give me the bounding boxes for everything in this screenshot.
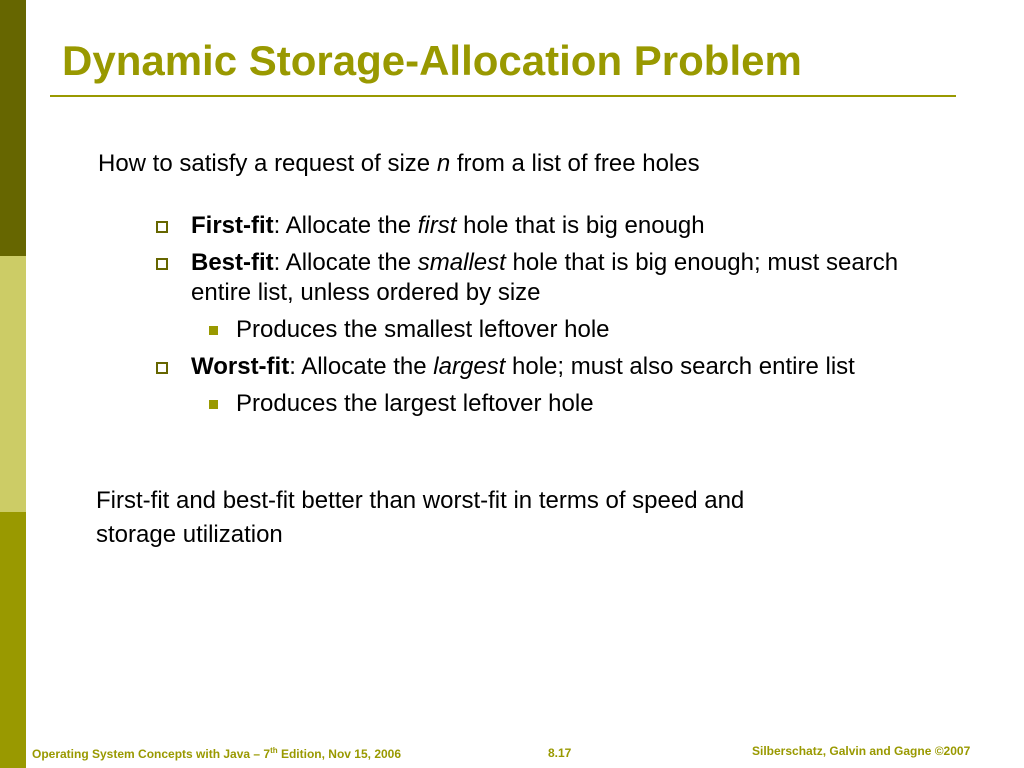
conclusion-text: First-fit and best-fit better than worst-fit in terms of speed and storage utilization <box>96 487 745 548</box>
title-underline <box>50 95 956 97</box>
bullet-sep: : Allocate the <box>273 249 418 276</box>
left-strip-olive <box>0 512 26 768</box>
hollow-square-bullet-icon <box>156 221 168 233</box>
sub-bullet-text: Produces the largest leftover hole <box>236 390 594 417</box>
left-strip-light <box>0 256 26 512</box>
bullet-emphasis: first <box>417 212 457 239</box>
bullet-term: First-fit <box>191 212 274 239</box>
bullet-sep: : Allocate the <box>289 353 434 380</box>
bullet-first-fit <box>148 211 908 241</box>
intro-after: from a list of free holes <box>450 150 700 177</box>
hollow-square-bullet-icon <box>156 362 168 374</box>
bullet-emphasis: largest <box>433 353 506 380</box>
sub-bullet-worst-fit <box>148 389 908 419</box>
bullet-term: Worst-fit <box>191 353 290 380</box>
sub-bullet-text: Produces the smallest leftover hole <box>236 316 610 343</box>
intro-text <box>98 148 700 179</box>
footer-book-title <box>32 746 401 761</box>
left-strip-dark <box>0 0 26 256</box>
bullet-sep: : Allocate the <box>273 212 418 239</box>
bullet-best-fit <box>148 248 908 308</box>
footer-left-before: Operating System Concepts with Java – 7 <box>32 747 271 761</box>
footer-copyright: Silberschatz, Galvin and Gagne ©2007 <box>752 744 971 758</box>
sub-bullet-best-fit <box>148 315 908 345</box>
footer-left-sup: th <box>270 746 278 755</box>
hollow-square-bullet-icon <box>156 258 168 270</box>
fit-strategies-list <box>148 211 908 426</box>
bullet-rest: hole that is big enough <box>456 212 705 239</box>
bullet-rest: hole; must also search entire list <box>505 353 855 380</box>
slide-title: Dynamic Storage-Allocation Problem <box>62 37 802 84</box>
bullet-term: Best-fit <box>191 249 274 276</box>
intro-variable: n <box>436 150 451 177</box>
filled-square-bullet-icon <box>209 326 218 335</box>
footer-slide-number: 8.17 <box>548 746 572 760</box>
intro-before: How to satisfy a request of size <box>98 150 437 177</box>
bullet-emphasis: smallest <box>417 249 506 276</box>
bullet-rest: hole that is big enough; must search entire list, unless ordered by size <box>191 249 899 306</box>
footer-left-after: Edition, Nov 15, 2006 <box>277 747 402 761</box>
bullet-worst-fit <box>148 352 908 382</box>
filled-square-bullet-icon <box>209 400 218 409</box>
